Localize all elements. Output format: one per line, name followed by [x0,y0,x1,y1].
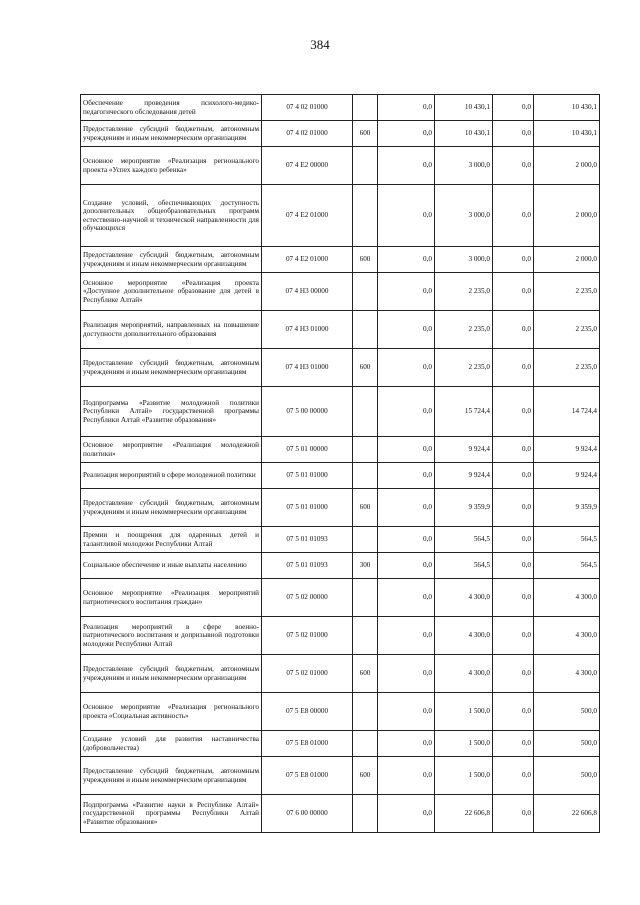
row-amount-2: 2 235,0 [435,349,493,387]
row-code: 07 5 02 01000 [262,617,353,655]
row-amount-3: 0,0 [493,693,534,731]
row-amount-4: 2 000,0 [534,185,600,247]
table-body [81,95,600,833]
row-code: 07 4 02 01000 [262,121,353,147]
row-amount-2: 10 430,1 [435,121,493,147]
row-expense-type [353,311,378,349]
row-expense-type [353,273,378,311]
row-name: Социальное обеспечение и иные выплаты населению [81,553,262,579]
table-row [81,655,600,693]
row-amount-2: 9 359,9 [435,489,493,527]
row-amount-1: 0,0 [378,655,435,693]
row-amount-2: 564,5 [435,553,493,579]
row-amount-1: 0,0 [378,489,435,527]
row-amount-2: 2 235,0 [435,273,493,311]
row-amount-4: 2 000,0 [534,247,600,273]
row-amount-1: 0,0 [378,731,435,757]
table-row [81,553,600,579]
table-row [81,693,600,731]
row-expense-type [353,147,378,185]
table-row [81,617,600,655]
row-amount-2: 9 924,4 [435,437,493,463]
row-amount-3: 0,0 [493,731,534,757]
row-amount-3: 0,0 [493,795,534,833]
row-amount-3: 0,0 [493,655,534,693]
row-amount-3: 0,0 [493,247,534,273]
table-row [81,387,600,437]
row-code: 07 4 E2 01000 [262,185,353,247]
row-name: Предоставление субсидий бюджетным, автономным учреждениям и иным некоммерческим организациям [81,121,262,147]
row-amount-4: 500,0 [534,757,600,795]
row-amount-4: 4 300,0 [534,579,600,617]
row-amount-4: 22 606,8 [534,795,600,833]
row-name: Основное мероприятие «Реализация регионального проекта «Социальная активность» [81,693,262,731]
row-code: 07 4 02 01000 [262,95,353,121]
row-amount-2: 22 606,8 [435,795,493,833]
row-name: Основное мероприятие «Реализация молодежной политики» [81,437,262,463]
row-expense-type [353,463,378,489]
row-amount-4: 2 235,0 [534,273,600,311]
row-amount-1: 0,0 [378,349,435,387]
row-expense-type: 600 [353,121,378,147]
row-code: 07 5 00 00000 [262,387,353,437]
row-expense-type [353,579,378,617]
table-row [81,349,600,387]
row-amount-1: 0,0 [378,311,435,349]
row-name: Создание условий для развития наставничества (добровольчества) [81,731,262,757]
row-amount-3: 0,0 [493,617,534,655]
row-expense-type: 600 [353,247,378,273]
row-amount-4: 2 000,0 [534,147,600,185]
row-code: 07 4 E2 00000 [262,147,353,185]
row-amount-3: 0,0 [493,121,534,147]
page-number: 384 [310,37,330,52]
row-amount-1: 0,0 [378,463,435,489]
row-amount-2: 4 300,0 [435,617,493,655]
row-amount-3: 0,0 [493,95,534,121]
row-amount-4: 2 235,0 [534,349,600,387]
table-row [81,795,600,833]
row-amount-1: 0,0 [378,437,435,463]
row-name: Обеспечение проведения психолого-медико-педагогического обследования детей [81,95,262,121]
row-name: Предоставление субсидий бюджетным, автономным учреждениям и иным некоммерческим организациям [81,247,262,273]
row-amount-4: 500,0 [534,693,600,731]
row-code: 07 5 01 00000 [262,437,353,463]
row-amount-3: 0,0 [493,311,534,349]
table-row [81,527,600,553]
row-expense-type [353,387,378,437]
row-code: 07 4 Н3 00000 [262,273,353,311]
row-amount-4: 10 430,1 [534,121,600,147]
row-amount-1: 0,0 [378,579,435,617]
row-expense-type: 300 [353,553,378,579]
row-expense-type [353,617,378,655]
row-amount-2: 1 500,0 [435,731,493,757]
row-amount-3: 0,0 [493,527,534,553]
table-row [81,463,600,489]
row-amount-1: 0,0 [378,147,435,185]
row-amount-2: 4 300,0 [435,655,493,693]
row-amount-1: 0,0 [378,387,435,437]
row-code: 07 5 E8 00000 [262,693,353,731]
row-amount-3: 0,0 [493,273,534,311]
row-amount-3: 0,0 [493,185,534,247]
row-name: Предоставление субсидий бюджетным, автономным учреждениям и иным некоммерческим организациям [81,349,262,387]
row-amount-4: 4 300,0 [534,655,600,693]
budget-table [80,94,600,833]
row-amount-3: 0,0 [493,553,534,579]
table-row [81,247,600,273]
row-amount-2: 3 000,0 [435,185,493,247]
row-expense-type [353,185,378,247]
row-name: Подпрограмма «Развитие молодежной политики Республики Алтай» государственной программы Республики Алтай «Развитие образования» [81,387,262,437]
row-code: 07 4 E2 01000 [262,247,353,273]
row-name: Основное мероприятие «Реализация регионального проекта «Успех каждого ребенка» [81,147,262,185]
row-code: 07 5 01 01000 [262,489,353,527]
row-amount-2: 3 000,0 [435,247,493,273]
row-code: 07 6 00 00000 [262,795,353,833]
table-row [81,731,600,757]
row-amount-3: 0,0 [493,349,534,387]
row-amount-2: 9 924,4 [435,463,493,489]
row-name: Подпрограмма «Развитие науки в Республике Алтай» государственной программы Республики Алтай «Развитие образования» [81,795,262,833]
row-code: 07 5 E8 01000 [262,757,353,795]
row-amount-2: 3 000,0 [435,147,493,185]
row-code: 07 5 02 00000 [262,579,353,617]
row-amount-1: 0,0 [378,795,435,833]
table-row [81,489,600,527]
row-amount-4: 14 724,4 [534,387,600,437]
row-amount-2: 1 500,0 [435,693,493,731]
row-expense-type [353,437,378,463]
row-amount-4: 2 235,0 [534,311,600,349]
row-amount-1: 0,0 [378,757,435,795]
row-amount-2: 10 430,1 [435,95,493,121]
row-amount-1: 0,0 [378,527,435,553]
table-row [81,147,600,185]
row-name: Предоставление субсидий бюджетным, автономным учреждениям и иным некоммерческим организациям [81,655,262,693]
row-amount-3: 0,0 [493,147,534,185]
row-amount-1: 0,0 [378,617,435,655]
row-amount-1: 0,0 [378,553,435,579]
row-amount-2: 2 235,0 [435,311,493,349]
row-amount-4: 500,0 [534,731,600,757]
row-amount-1: 0,0 [378,121,435,147]
table-row [81,95,600,121]
row-amount-1: 0,0 [378,273,435,311]
table-row [81,311,600,349]
row-code: 07 4 Н3 01000 [262,311,353,349]
row-amount-4: 9 924,4 [534,463,600,489]
table-row [81,121,600,147]
row-amount-4: 564,5 [534,553,600,579]
row-name: Реализация мероприятий в сфере военно-патриотического воспитания и допризывной подготовки молодежи Республики Алтай [81,617,262,655]
row-amount-3: 0,0 [493,437,534,463]
row-name: Предоставление субсидий бюджетным, автономным учреждениям и иным некоммерческим организациям [81,489,262,527]
row-amount-4: 4 300,0 [534,617,600,655]
row-expense-type [353,795,378,833]
table-row [81,757,600,795]
row-amount-3: 0,0 [493,489,534,527]
row-code: 07 5 01 01093 [262,527,353,553]
row-amount-2: 1 500,0 [435,757,493,795]
row-amount-2: 15 724,4 [435,387,493,437]
row-amount-3: 0,0 [493,387,534,437]
row-expense-type: 600 [353,757,378,795]
row-amount-4: 9 359,9 [534,489,600,527]
row-amount-4: 10 430,1 [534,95,600,121]
row-amount-3: 0,0 [493,579,534,617]
row-code: 07 4 Н3 01000 [262,349,353,387]
row-expense-type [353,95,378,121]
row-amount-3: 0,0 [493,463,534,489]
row-expense-type [353,731,378,757]
row-name: Реализация мероприятий в сфере молодежной политики [81,463,262,489]
row-expense-type: 600 [353,655,378,693]
row-name: Создание условий, обеспечивающих доступность дополнительных общеобразовательных программ естественно-научной и технической направленности для обучающихся [81,185,262,247]
row-amount-2: 564,5 [435,527,493,553]
row-code: 07 5 01 01093 [262,553,353,579]
row-amount-2: 4 300,0 [435,579,493,617]
row-code: 07 5 02 01000 [262,655,353,693]
table-row [81,185,600,247]
row-amount-1: 0,0 [378,247,435,273]
row-expense-type: 600 [353,489,378,527]
row-amount-1: 0,0 [378,185,435,247]
row-amount-1: 0,0 [378,95,435,121]
table-row [81,579,600,617]
row-name: Основное мероприятие «Реализация мероприятий патриотического воспитания граждан» [81,579,262,617]
row-name: Реализация мероприятий, направленных на повышение доступности дополнительного образования [81,311,262,349]
row-code: 07 5 E8 01000 [262,731,353,757]
row-name: Основное мероприятие «Реализация проекта «Доступное дополнительное образование для детей в Республике Алтай» [81,273,262,311]
row-expense-type: 600 [353,349,378,387]
row-amount-3: 0,0 [493,757,534,795]
row-name: Премии и поощрения для одаренных детей и талантливой молодежи Республики Алтай [81,527,262,553]
table-row [81,273,600,311]
row-expense-type [353,693,378,731]
row-amount-4: 9 924,4 [534,437,600,463]
row-expense-type [353,527,378,553]
row-name: Предоставление субсидий бюджетным, автономным учреждениям и иным некоммерческим организациям [81,757,262,795]
row-amount-1: 0,0 [378,693,435,731]
row-amount-4: 564,5 [534,527,600,553]
table-row [81,437,600,463]
row-code: 07 5 01 01000 [262,463,353,489]
